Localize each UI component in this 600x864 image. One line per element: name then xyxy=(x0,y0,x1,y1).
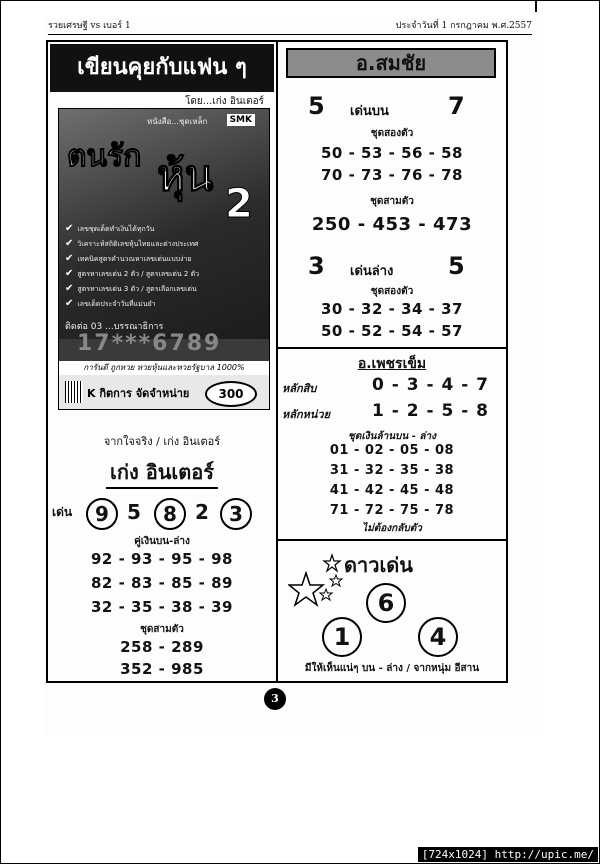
ad-bullet: ✔ สูตรหาเลขเด่น 2 ตัว / สูตรเลขเด่น 2 ตัว xyxy=(65,268,200,279)
units-label: หลักหน่วย xyxy=(282,408,331,421)
column-banner: เขียนคุยกับแฟน ๆ xyxy=(50,44,274,92)
tens-values: 0 - 3 - 4 - 7 xyxy=(372,375,489,395)
ad-publisher: หนังสือ...ชุดเหล็ก xyxy=(147,117,208,126)
check-icon: ✔ xyxy=(65,253,74,264)
lucky-star-title: ดาวเด่น xyxy=(344,553,413,577)
lucky-star-panel xyxy=(278,541,506,681)
check-icon: ✔ xyxy=(65,283,74,294)
ad-distributor: K กิตการ จัดจำหน่าย xyxy=(87,387,190,400)
ad-bullet: ✔ เทคนิคสูตรคำนวณหาเลขเด่นแบบง่าย xyxy=(65,253,192,264)
pairs-heading: คู่เงินบน-ล่าง xyxy=(134,536,190,547)
book-advertisement xyxy=(58,108,270,410)
top-lead-digit: 7 xyxy=(448,92,465,120)
page-number: 3 xyxy=(264,688,286,710)
check-icon: ✔ xyxy=(65,298,74,309)
running-head xyxy=(48,18,532,35)
author-signoff: จากใจจริง / เก่ง อินเตอร์ xyxy=(103,435,221,448)
check-icon: ✔ xyxy=(65,223,74,234)
column-byline: โดย...เก่ง อินเตอร์ xyxy=(185,96,264,107)
ad-title-part-2: หุ้น xyxy=(157,151,214,200)
three-digit-line: 250 - 453 - 473 xyxy=(311,214,473,235)
check-icon: ✔ xyxy=(65,238,74,249)
two-digit-heading: ชุดสองตัว xyxy=(370,286,414,297)
lead-label: เด่น xyxy=(52,505,73,519)
top-lead-digit: 5 xyxy=(308,92,325,120)
check-icon: ✔ xyxy=(65,268,74,279)
top-lead-row xyxy=(278,92,506,122)
ad-price-badge: 300 xyxy=(205,381,257,407)
ad-title-part-3: 2 xyxy=(225,181,253,227)
ad-tagline: การันตี ถูกหวย หวยหุ้นและหวยรัฐบาล 1000% xyxy=(59,361,269,375)
lead-digit-circled: 9 xyxy=(86,498,118,530)
somchai-panel xyxy=(278,42,506,349)
right-column xyxy=(278,42,506,681)
set-line: 41 - 42 - 45 - 48 xyxy=(329,483,455,498)
lucky-digit-circled: 6 xyxy=(366,583,406,623)
two-digit-line: 50 - 53 - 56 - 58 xyxy=(320,144,463,162)
set-line: 01 - 02 - 05 - 08 xyxy=(329,443,455,458)
tens-label: หลักสิบ xyxy=(282,382,317,395)
two-digit-line: 30 - 32 - 34 - 37 xyxy=(320,300,463,318)
triple-numbers-line: 352 - 985 xyxy=(120,660,204,678)
lead-digit: 2 xyxy=(195,500,209,524)
panel-author-title: อ.เพชรเข็ม xyxy=(357,356,427,372)
two-digit-line: 70 - 73 - 76 - 78 xyxy=(320,166,463,184)
ad-bullet: ✔ เลขเด็ดประจำวันที่แม่นยำ xyxy=(65,298,156,309)
left-column xyxy=(48,42,278,681)
issue-date: ประจำวันที่ 1 กรกฎาคม พ.ศ.2557 xyxy=(395,21,532,31)
triples-heading: ชุดสามตัว xyxy=(140,624,184,635)
magazine-title: รวยเศรษฐี vs เบอร์ 1 xyxy=(48,21,131,31)
two-digit-line: 50 - 52 - 54 - 57 xyxy=(320,322,463,340)
set-line: 31 - 32 - 35 - 38 xyxy=(329,463,455,478)
ad-phone-number: 17***6789 xyxy=(77,331,222,356)
main-content-box xyxy=(46,40,508,683)
author-name: เก่ง อินเตอร์ xyxy=(110,460,214,484)
pair-numbers-line: 82 - 83 - 85 - 89 xyxy=(90,574,233,592)
lead-digit: 5 xyxy=(127,500,141,524)
ad-bullet-list xyxy=(65,221,265,311)
units-values: 1 - 2 - 5 - 8 xyxy=(372,401,489,421)
sets-heading: ชุดเงินล้านบน - ล่าง xyxy=(348,431,436,442)
lead-digit-circled: 8 xyxy=(154,498,186,530)
bottom-lead-row xyxy=(278,252,506,282)
lucky-digit-circled: 4 xyxy=(418,617,458,657)
ad-title-part-1: ตนรัก xyxy=(67,139,142,174)
lucky-digit-circled: 1 xyxy=(322,617,362,657)
panel-author-banner: อ.สมชัย xyxy=(286,48,496,78)
panel-note: ไม่ต้องกลับตัว xyxy=(362,523,422,534)
pair-numbers-line: 92 - 93 - 95 - 98 xyxy=(90,550,233,568)
scan-edge xyxy=(535,0,537,12)
author-underline xyxy=(106,487,218,489)
ad-footer xyxy=(59,375,269,409)
top-lead-label: เด่นบน xyxy=(350,104,389,119)
ad-bullet: ✔ เลขชุดเด็ดทำเงินได้ทุกวัน xyxy=(65,223,155,234)
ad-bullet: ✔ วิเคราะห์สถิติเลขหุ้นไทยและต่างประเทศ xyxy=(65,238,199,249)
barcode-icon xyxy=(65,381,83,403)
bottom-lead-digit: 5 xyxy=(448,252,465,280)
set-line: 71 - 72 - 75 - 78 xyxy=(329,503,455,518)
pair-numbers-line: 32 - 35 - 38 - 39 xyxy=(90,598,233,616)
star-icon xyxy=(288,553,348,609)
ad-logo: SMK xyxy=(227,114,255,126)
petchkem-panel xyxy=(278,349,506,541)
ad-contact-line: ติดต่อ 03 ...บรรณาธิการ xyxy=(65,322,164,332)
three-digit-heading: ชุดสามตัว xyxy=(370,196,414,207)
two-digit-heading: ชุดสองตัว xyxy=(370,128,414,139)
lead-digits-row xyxy=(52,496,276,530)
bottom-lead-digit: 3 xyxy=(308,252,325,280)
units-row xyxy=(282,401,502,423)
lead-digit-circled: 3 xyxy=(220,498,252,530)
triple-numbers-line: 258 - 289 xyxy=(120,638,204,656)
lucky-star-note: มีให้เห็นแน่ๆ บน - ล่าง / จากหนุ่ม อีสาน xyxy=(304,663,480,674)
ad-bullet: ✔ สูตรหาเลขเด่น 3 ตัว / สูตรเลือกเลขเด่น xyxy=(65,283,197,294)
tens-row xyxy=(282,375,502,397)
bottom-lead-label: เด่นล่าง xyxy=(350,264,394,279)
image-host-tag: [724x1024] http://upic.me/ xyxy=(418,847,598,862)
